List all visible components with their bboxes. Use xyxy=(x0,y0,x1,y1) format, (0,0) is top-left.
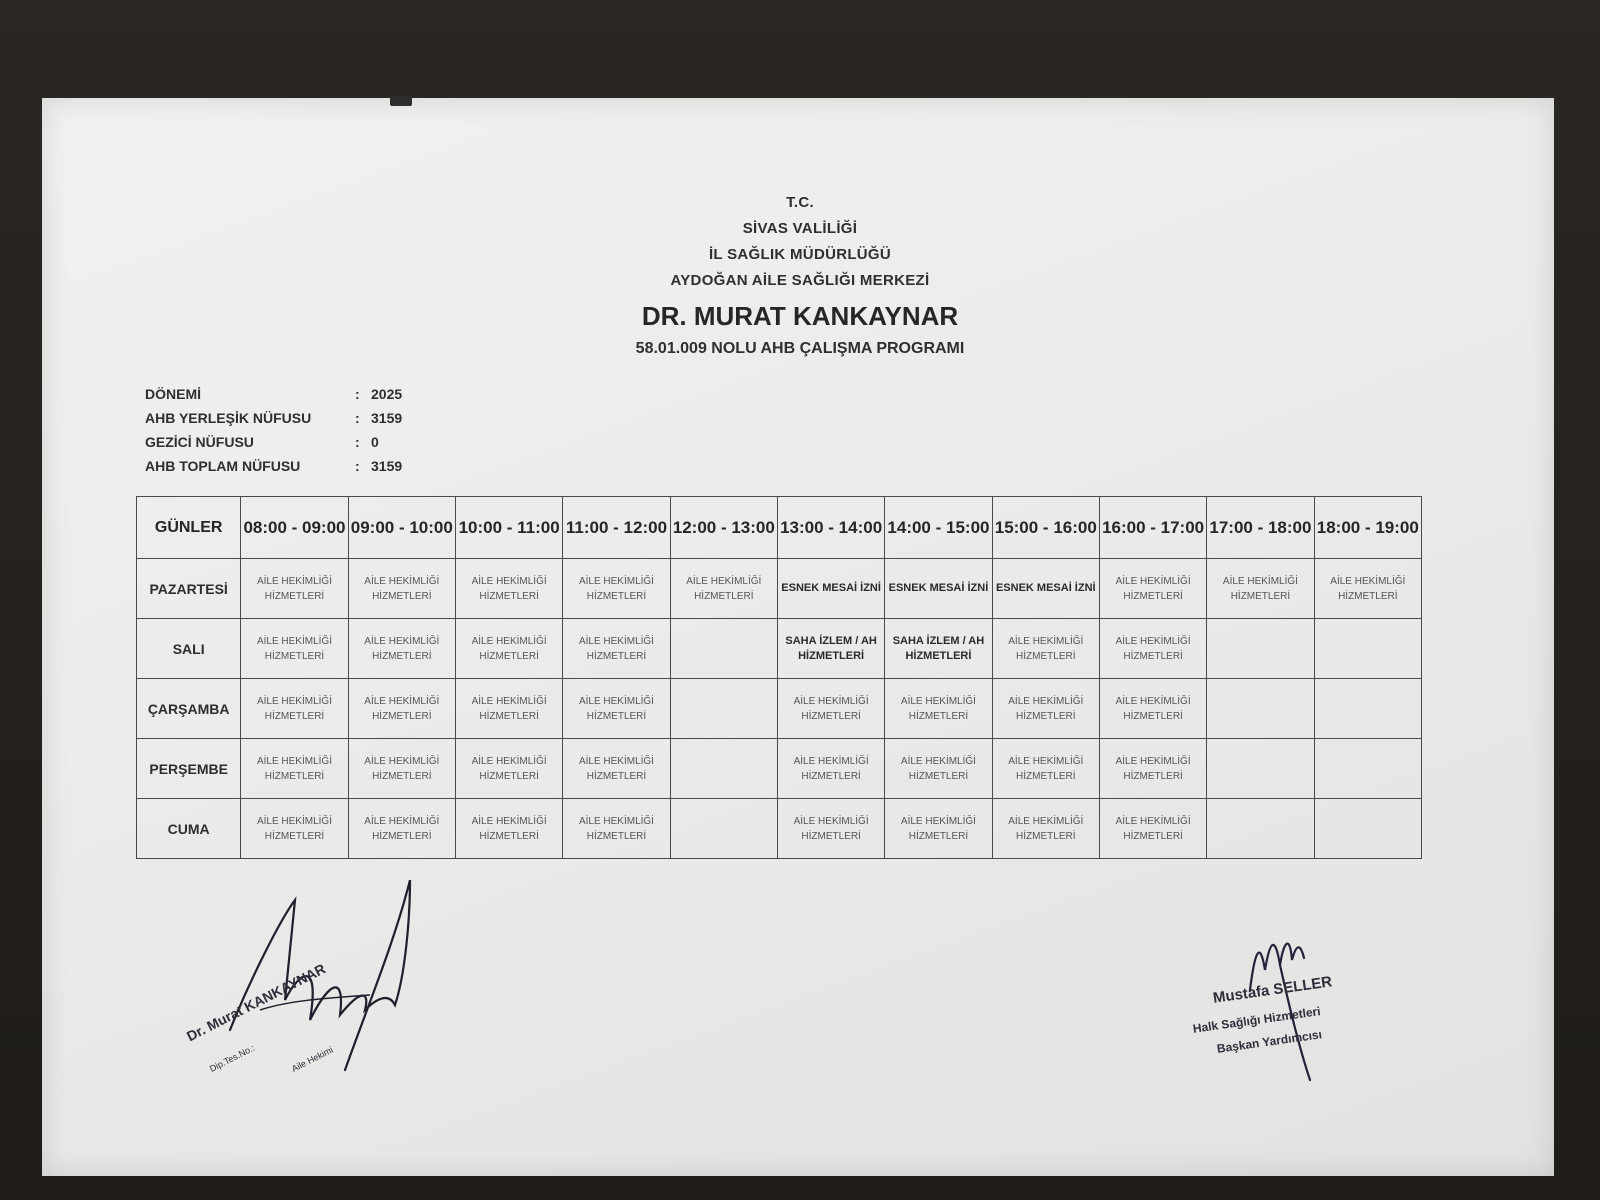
schedule-cell: AİLE HEKİMLİĞİ HİZMETLERİ xyxy=(348,559,455,619)
director-signature xyxy=(1180,930,1410,1090)
schedule-cell: AİLE HEKİMLİĞİ HİZMETLERİ xyxy=(455,799,562,859)
schedule-cell: AİLE HEKİMLİĞİ HİZMETLERİ xyxy=(241,739,348,799)
stamp-title: Başkan Yardımcısı xyxy=(1216,1027,1323,1056)
schedule-cell: AİLE HEKİMLİĞİ HİZMETLERİ xyxy=(885,799,992,859)
population-info xyxy=(145,382,431,478)
schedule-cell: AİLE HEKİMLİĞİ HİZMETLERİ xyxy=(348,739,455,799)
schedule-table xyxy=(136,496,1422,859)
schedule-cell: AİLE HEKİMLİĞİ HİZMETLERİ xyxy=(241,799,348,859)
schedule-cell: ESNEK MESAİ İZNİ xyxy=(992,559,1099,619)
schedule-cell xyxy=(1207,799,1314,859)
schedule-cell: AİLE HEKİMLİĞİ HİZMETLERİ xyxy=(670,559,777,619)
stamp-name: Mustafa SELLER xyxy=(1212,973,1334,1007)
info-value: 2025 xyxy=(371,386,403,402)
schedule-cell: AİLE HEKİMLİĞİ HİZMETLERİ xyxy=(455,559,562,619)
table-row xyxy=(137,799,1422,859)
table-row xyxy=(137,619,1422,679)
schedule-cell: AİLE HEKİMLİĞİ HİZMETLERİ xyxy=(455,739,562,799)
info-colon: : xyxy=(355,386,360,402)
schedule-cell xyxy=(670,799,777,859)
stamp-title: Aile Hekimi xyxy=(290,1044,335,1074)
header-line-tc: T.C. xyxy=(786,194,814,211)
schedule-cell: AİLE HEKİMLİĞİ HİZMETLERİ xyxy=(992,619,1099,679)
info-value: 0 xyxy=(371,434,379,450)
schedule-cell: AİLE HEKİMLİĞİ HİZMETLERİ xyxy=(241,559,348,619)
schedule-cell: AİLE HEKİMLİĞİ HİZMETLERİ xyxy=(992,679,1099,739)
info-row xyxy=(145,406,431,430)
pin-mark xyxy=(390,96,412,106)
schedule-cell: AİLE HEKİMLİĞİ HİZMETLERİ xyxy=(1099,559,1206,619)
column-header-time: 10:00 - 11:00 xyxy=(455,497,562,559)
schedule-cell: AİLE HEKİMLİĞİ HİZMETLERİ xyxy=(348,619,455,679)
column-header-time: 08:00 - 09:00 xyxy=(241,497,348,559)
schedule-cell xyxy=(670,679,777,739)
column-header-time: 15:00 - 16:00 xyxy=(992,497,1099,559)
stamp-department: Halk Sağlığı Hizmetleri xyxy=(1192,1004,1322,1036)
schedule-cell: AİLE HEKİMLİĞİ HİZMETLERİ xyxy=(1207,559,1314,619)
schedule-cell xyxy=(670,619,777,679)
header-line-directorate: İL SAĞLIK MÜDÜRLÜĞÜ xyxy=(708,246,892,263)
schedule-cell xyxy=(1314,739,1421,799)
schedule-cell: AİLE HEKİMLİĞİ HİZMETLERİ xyxy=(1099,799,1206,859)
info-colon: : xyxy=(355,458,360,474)
info-label: DÖNEMİ xyxy=(145,386,201,402)
info-label: GEZİCİ NÜFUSU xyxy=(145,434,254,450)
schedule-cell xyxy=(1314,679,1421,739)
schedule-cell: ESNEK MESAİ İZNİ xyxy=(885,559,992,619)
schedule-cell xyxy=(1207,679,1314,739)
schedule-cell: AİLE HEKİMLİĞİ HİZMETLERİ xyxy=(563,799,670,859)
schedule-cell: SAHA İZLEM / AH HİZMETLERİ xyxy=(885,619,992,679)
schedule-cell: AİLE HEKİMLİĞİ HİZMETLERİ xyxy=(992,739,1099,799)
schedule-cell: AİLE HEKİMLİĞİ HİZMETLERİ xyxy=(1099,739,1206,799)
info-row xyxy=(145,430,431,454)
info-value: 3159 xyxy=(371,458,403,474)
schedule-cell xyxy=(1207,739,1314,799)
schedule-cell: AİLE HEKİMLİĞİ HİZMETLERİ xyxy=(241,619,348,679)
schedule-cell: ESNEK MESAİ İZNİ xyxy=(777,559,884,619)
schedule-cell: AİLE HEKİMLİĞİ HİZMETLERİ xyxy=(885,679,992,739)
doctor-signature xyxy=(170,880,440,1080)
column-header-time: 09:00 - 10:00 xyxy=(348,497,455,559)
day-cell: PAZARTESİ xyxy=(137,559,241,619)
schedule-cell xyxy=(670,739,777,799)
program-title: 58.01.009 NOLU AHB ÇALIŞMA PROGRAMI xyxy=(635,340,965,357)
day-cell: CUMA xyxy=(137,799,241,859)
schedule-cell: AİLE HEKİMLİĞİ HİZMETLERİ xyxy=(777,799,884,859)
table-row xyxy=(137,679,1422,739)
day-cell: ÇARŞAMBA xyxy=(137,679,241,739)
schedule-cell xyxy=(1314,619,1421,679)
column-header-time: 16:00 - 17:00 xyxy=(1099,497,1206,559)
schedule-cell: AİLE HEKİMLİĞİ HİZMETLERİ xyxy=(992,799,1099,859)
column-header-days: GÜNLER xyxy=(137,497,241,559)
info-colon: : xyxy=(355,410,360,426)
schedule-cell: AİLE HEKİMLİĞİ HİZMETLERİ xyxy=(563,619,670,679)
schedule-cell: AİLE HEKİMLİĞİ HİZMETLERİ xyxy=(1099,679,1206,739)
info-label: AHB YERLEŞİK NÜFUSU xyxy=(145,410,312,426)
info-label: AHB TOPLAM NÜFUSU xyxy=(145,458,301,474)
info-row xyxy=(145,382,431,406)
day-cell: PERŞEMBE xyxy=(137,739,241,799)
stamp-diploma: Dip.Tes.No.: xyxy=(208,1042,257,1074)
column-header-time: 13:00 - 14:00 xyxy=(777,497,884,559)
schedule-cell: AİLE HEKİMLİĞİ HİZMETLERİ xyxy=(455,679,562,739)
schedule-cell xyxy=(1207,619,1314,679)
header-line-health-center: AYDOĞAN AİLE SAĞLIĞI MERKEZİ xyxy=(670,272,930,289)
schedule-cell: AİLE HEKİMLİĞİ HİZMETLERİ xyxy=(241,679,348,739)
table-row xyxy=(137,739,1422,799)
day-cell: SALI xyxy=(137,619,241,679)
schedule-cell: AİLE HEKİMLİĞİ HİZMETLERİ xyxy=(348,679,455,739)
schedule-cell: SAHA İZLEM / AH HİZMETLERİ xyxy=(777,619,884,679)
schedule-cell: AİLE HEKİMLİĞİ HİZMETLERİ xyxy=(563,679,670,739)
column-header-time: 17:00 - 18:00 xyxy=(1207,497,1314,559)
table-header-row xyxy=(137,497,1422,559)
document-header xyxy=(560,190,1040,364)
doctor-name: DR. MURAT KANKAYNAR xyxy=(641,301,959,331)
column-header-time: 18:00 - 19:00 xyxy=(1314,497,1421,559)
schedule-cell: AİLE HEKİMLİĞİ HİZMETLERİ xyxy=(1314,559,1421,619)
schedule-cell: AİLE HEKİMLİĞİ HİZMETLERİ xyxy=(1099,619,1206,679)
header-line-governorship: SİVAS VALİLİĞİ xyxy=(742,220,858,237)
stamp-name: Dr. Murat KANKAYNAR xyxy=(184,960,329,1045)
table-row xyxy=(137,559,1422,619)
schedule-cell: AİLE HEKİMLİĞİ HİZMETLERİ xyxy=(885,739,992,799)
schedule-cell: AİLE HEKİMLİĞİ HİZMETLERİ xyxy=(777,679,884,739)
schedule-cell: AİLE HEKİMLİĞİ HİZMETLERİ xyxy=(563,739,670,799)
schedule-cell: AİLE HEKİMLİĞİ HİZMETLERİ xyxy=(563,559,670,619)
column-header-time: 14:00 - 15:00 xyxy=(885,497,992,559)
column-header-time: 12:00 - 13:00 xyxy=(670,497,777,559)
info-row xyxy=(145,454,431,478)
schedule-cell: AİLE HEKİMLİĞİ HİZMETLERİ xyxy=(455,619,562,679)
schedule-cell: AİLE HEKİMLİĞİ HİZMETLERİ xyxy=(348,799,455,859)
schedule-cell xyxy=(1314,799,1421,859)
info-value: 3159 xyxy=(371,410,403,426)
info-colon: : xyxy=(355,434,360,450)
schedule-cell: AİLE HEKİMLİĞİ HİZMETLERİ xyxy=(777,739,884,799)
column-header-time: 11:00 - 12:00 xyxy=(563,497,670,559)
